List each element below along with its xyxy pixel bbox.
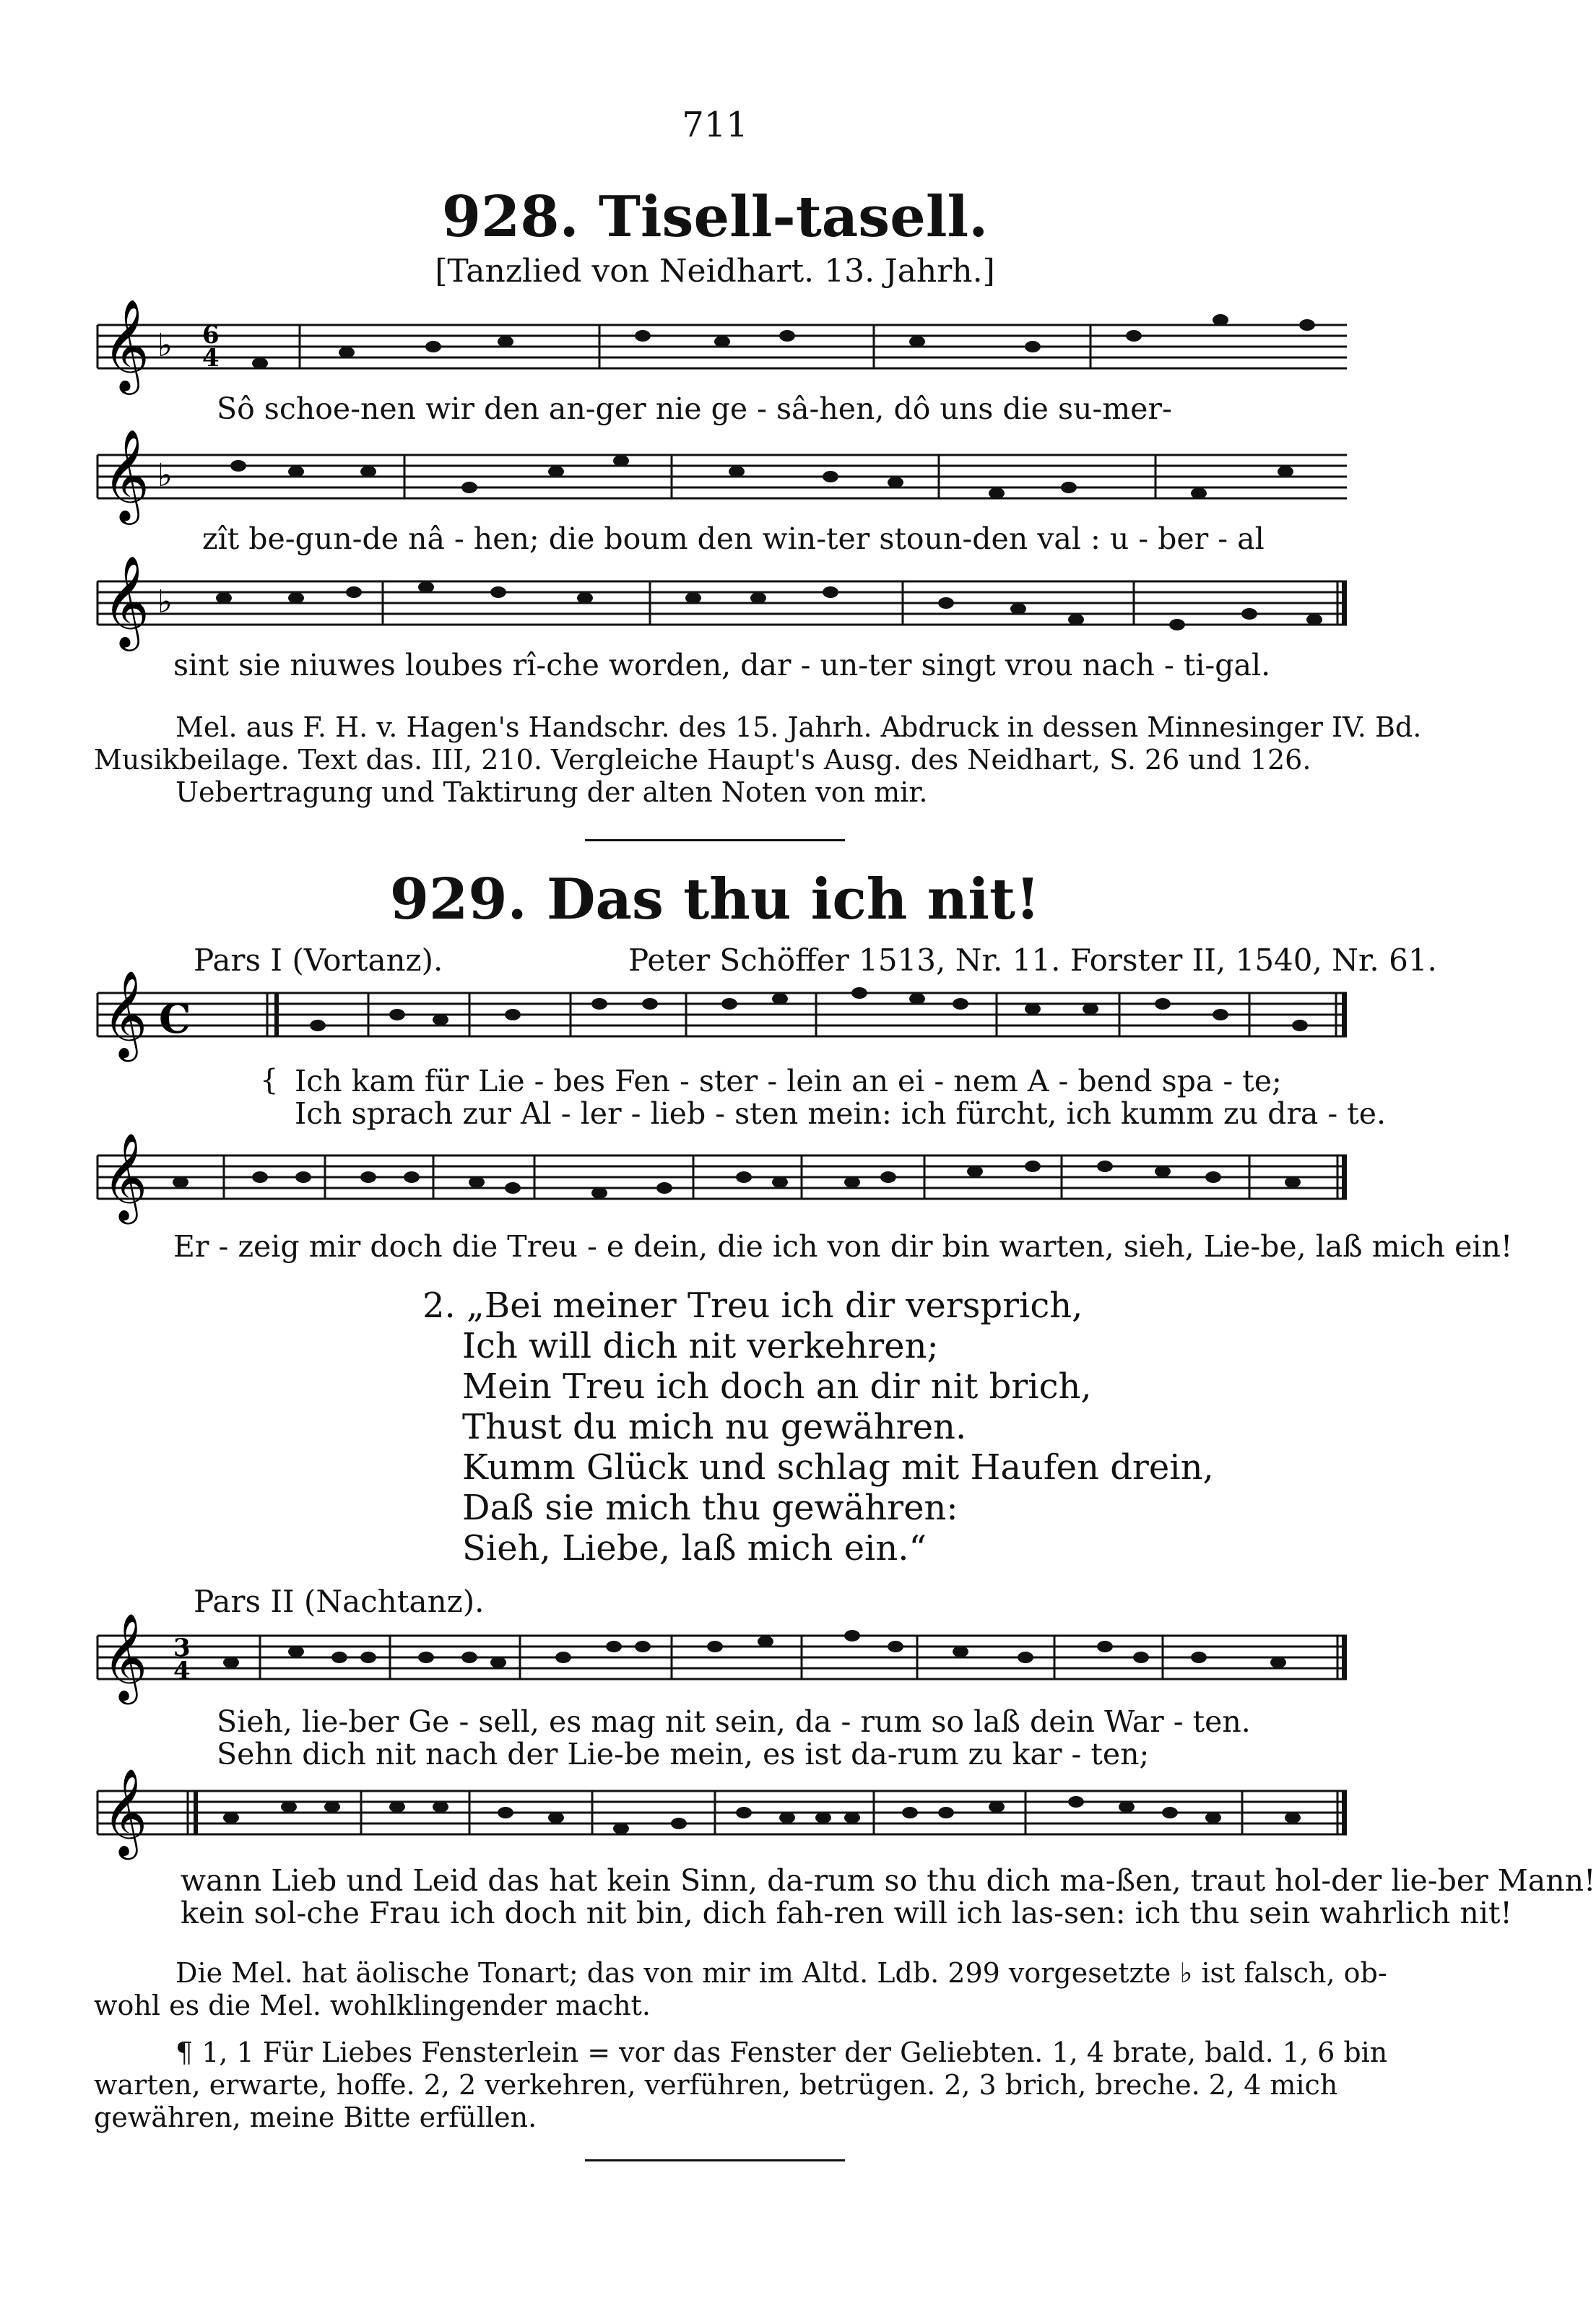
music-staff-928-1: [94, 300, 1354, 401]
stanza-2-line-7: Sieh, Liebe, laß mich ein.“: [462, 1528, 927, 1569]
song-928-note-line-1: Mel. aus F. H. v. Hagen's Handschr. des 15. Jahrh. Abdruck in dessen Minnesinger IV. Bd.: [175, 711, 1422, 743]
svg-text:♭: ♭: [157, 327, 173, 364]
song-928-note-line-3: Uebertragung und Taktirung der alten Noten von mir.: [175, 776, 928, 808]
music-staff-929-2: [94, 1134, 1354, 1228]
lyrics-929-line-4a: wann Lieb und Leid das hat kein Sinn, da-rum so thu dich ma-ßen, traut hol-der lie-ber Mann!: [181, 1863, 1596, 1898]
verse-bracket-left: {: [260, 1064, 279, 1097]
stanza-2-line-2: Ich will dich nit verkehren;: [462, 1326, 939, 1366]
stanza-2-line-1: 2. „Bei meiner Treu ich dir versprich,: [422, 1285, 1083, 1326]
lyrics-928-line-3: sint sie niuwes loubes rî-che worden, dar - un-ter singt vrou nach - ti-gal.: [173, 648, 1271, 682]
song-929-note-line-2: wohl es die Mel. wohlklingender macht.: [94, 1990, 651, 2021]
song-928-note-line-2: Musikbeilage. Text das. III, 210. Vergleiche Haupt's Ausg. des Neidhart, S. 26 und 126.: [94, 744, 1311, 776]
svg-text:𝄞: 𝄞: [103, 1768, 148, 1856]
lyrics-929-line-2: Er - zeig mir doch die Treu - e dein, die ich von dir bin warten, sieh, Lie-be, laß mich ein!: [173, 1229, 1513, 1264]
stanza-2-line-5: Kumm Glück und schlag mit Haufen drein,: [462, 1447, 1214, 1488]
svg-text:𝄞: 𝄞: [103, 428, 150, 521]
section-divider: [585, 839, 845, 841]
stanza-2-line-6: Daß sie mich thu gewähren:: [462, 1488, 958, 1528]
svg-text:♭: ♭: [157, 584, 173, 620]
pars-2-label: Pars II (Nachtanz).: [194, 1584, 485, 1619]
lyrics-929-line-3b: Sehn dich nit nach der Lie-be mein, es ist da-rum zu kar - ten;: [217, 1737, 1150, 1771]
svg-text:C: C: [159, 995, 191, 1043]
music-staff-929-1: [94, 971, 1354, 1065]
stanza-2-line-4: Thust du mich nu gewähren.: [462, 1407, 967, 1447]
svg-text:𝄞: 𝄞: [103, 298, 150, 391]
bottom-divider: [585, 2159, 845, 2161]
svg-text:♭: ♭: [157, 457, 173, 494]
svg-text:𝄞: 𝄞: [103, 1132, 148, 1220]
music-staff-929-4: [94, 1769, 1354, 1863]
song-929-note-line-5: gewähren, meine Bitte erfüllen.: [94, 2102, 537, 2133]
song-928-subtitle: [Tanzlied von Neidhart. 13. Jahrh.]: [435, 253, 995, 290]
svg-text:𝄞: 𝄞: [103, 555, 150, 647]
svg-text:𝄞: 𝄞: [103, 970, 148, 1058]
lyrics-928-line-2: zît be-gun-de nâ - hen; die boum den win-ter stoun-den val : u - ber - al: [202, 521, 1265, 556]
svg-text:4: 4: [173, 1657, 191, 1686]
svg-text:3: 3: [173, 1634, 191, 1662]
song-929-note-line-4: warten, erwarte, hoffe. 2, 2 verkehren, verführen, betrügen. 2, 3 brich, breche. 2, 4 mich: [94, 2069, 1338, 2101]
song-929-note-line-3: ¶ 1, 1 Für Liebes Fensterlein = vor das Fenster der Geliebten. 1, 4 brate, bald. 1, 6 bin: [175, 2037, 1388, 2068]
pars-1-label: Pars I (Vortanz).: [194, 942, 443, 978]
svg-text:4: 4: [202, 344, 220, 373]
music-staff-928-2: [94, 430, 1354, 531]
lyrics-929-line-1a: Ich kam für Lie - bes Fen - ster - lein an ei - nem A - bend spa - te;: [295, 1064, 1282, 1098]
stanza-2-line-3: Mein Treu ich doch an dir nit brich,: [462, 1366, 1092, 1407]
page-number: 711: [682, 105, 748, 145]
lyrics-928-line-1: Sô schoe-nen wir den an-ger nie ge - sâ-hen, dô uns die su-mer-: [217, 391, 1172, 426]
lyrics-929-line-4b: kein sol-che Frau ich doch nit bin, dich fah-ren will ich las-sen: ich thu sein wahrlich nit!: [181, 1896, 1512, 1930]
music-staff-928-3: [94, 556, 1354, 657]
song-928-title: 928. Tisell-tasell.: [441, 184, 989, 250]
music-staff-929-3: [94, 1614, 1354, 1708]
lyrics-929-line-1b: Ich sprach zur Al - ler - lieb - sten mein: ich fürcht, ich kumm zu dra - te.: [295, 1096, 1387, 1131]
song-929-source: Peter Schöffer 1513, Nr. 11. Forster II, 1540, Nr. 61.: [628, 942, 1437, 978]
lyrics-929-line-3a: Sieh, lie-ber Ge - sell, es mag nit sein, da - rum so laß dein War - ten.: [217, 1704, 1251, 1739]
song-929-note-line-1: Die Mel. hat äolische Tonart; das von mir im Altd. Ldb. 299 vorgesetzte ♭ ist falsch, ob-: [175, 1957, 1387, 1989]
song-929-title: 929. Das thu ich nit!: [389, 867, 1041, 932]
svg-text:6: 6: [202, 321, 220, 350]
svg-text:𝄞: 𝄞: [103, 1613, 148, 1701]
